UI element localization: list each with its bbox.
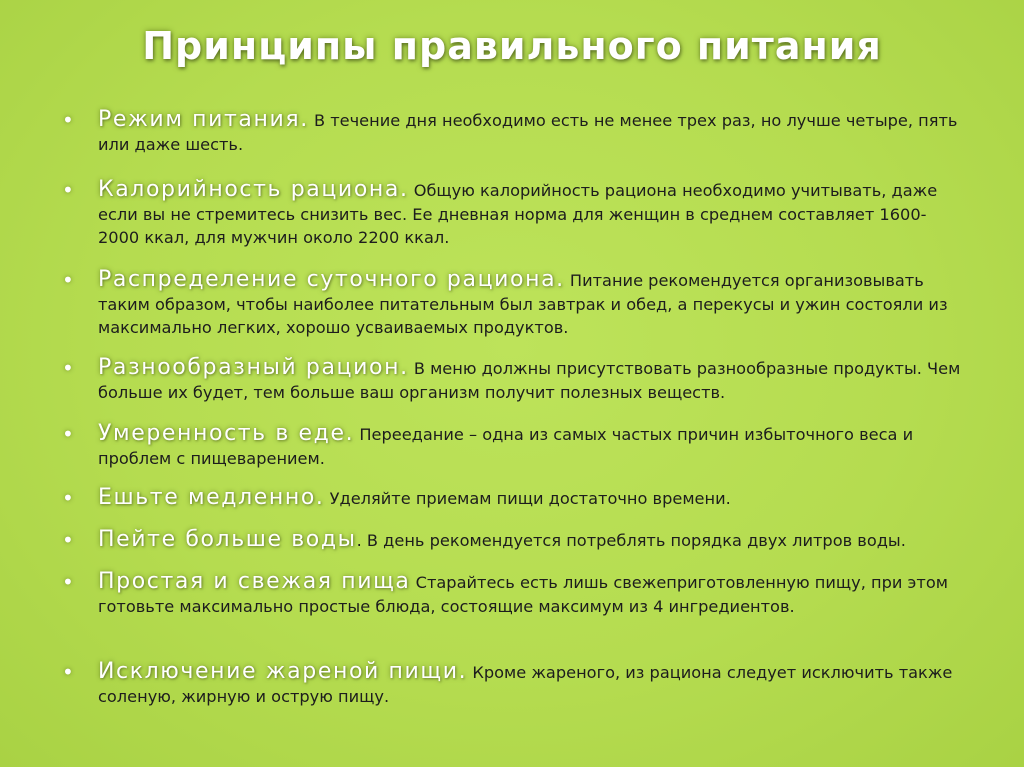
list-item	[62, 356, 967, 404]
item-text: Старайтесь есть лишь свежеприготовленную пищу, при этом готовьте максимально простые блюда, состоящие максимум из 4 ингредиентов.	[98, 573, 948, 616]
slide-title: Принципы правильного питания	[142, 24, 882, 68]
list-item	[62, 486, 731, 511]
list-item	[62, 178, 967, 250]
item-heading: Исключение жареной пищи.	[98, 659, 468, 684]
bullet-icon: •	[62, 178, 74, 202]
item-heading: Пейте больше воды	[98, 527, 357, 552]
item-text: В течение дня необходимо есть не менее трех раз, но лучше четыре, пять или даже шесть.	[98, 111, 958, 154]
item-heading: Режим питания.	[98, 107, 309, 132]
item-text: . В день рекомендуется потреблять порядка двух литров воды.	[356, 531, 906, 550]
list-item	[62, 422, 967, 470]
item-heading: Распределение суточного рациона.	[98, 267, 565, 292]
item-text: Питание рекомендуется организовывать таким образом, чтобы наиболее питательным был завтрак и обед, а перекусы и ужин состояли из максимально легких, хорошо усваиваемых продуктов.	[98, 271, 948, 337]
item-heading: Ешьте медленно.	[98, 485, 325, 510]
bullet-icon: •	[62, 108, 74, 132]
item-text: В меню должны присутствовать разнообразные продукты. Чем больше их будет, тем больше ваш организм получит полезных веществ.	[98, 359, 961, 402]
bullet-icon: •	[62, 528, 74, 552]
item-heading: Умеренность в еде.	[98, 421, 355, 446]
list-item	[62, 660, 967, 708]
bullet-icon: •	[62, 422, 74, 446]
list-item	[62, 528, 906, 553]
item-heading: Простая и свежая пища	[98, 569, 411, 594]
item-text: Переедание – одна из самых частых причин избыточного веса и проблем с пищеварением.	[98, 425, 914, 468]
list-item	[62, 570, 967, 618]
item-heading: Калорийность рациона.	[98, 177, 409, 202]
item-heading: Разнообразный рацион.	[98, 355, 409, 380]
item-text: Кроме жареного, из рациона следует исключить также соленую, жирную и острую пищу.	[98, 663, 953, 706]
item-text: Уделяйте приемам пищи достаточно времени.	[329, 489, 731, 508]
bullet-icon: •	[62, 570, 74, 594]
bullet-icon: •	[62, 486, 74, 510]
bullet-icon: •	[62, 660, 74, 684]
item-text: Общую калорийность рациона необходимо учитывать, даже если вы не стремитесь снизить вес. Ее дневная норма для женщин в среднем составляет 1600-2000 ккал, для мужчин около 2200 ккал.	[98, 181, 938, 247]
list-item	[62, 108, 967, 156]
bullet-icon: •	[62, 268, 74, 292]
bullet-icon: •	[62, 356, 74, 380]
list-item	[62, 268, 967, 340]
